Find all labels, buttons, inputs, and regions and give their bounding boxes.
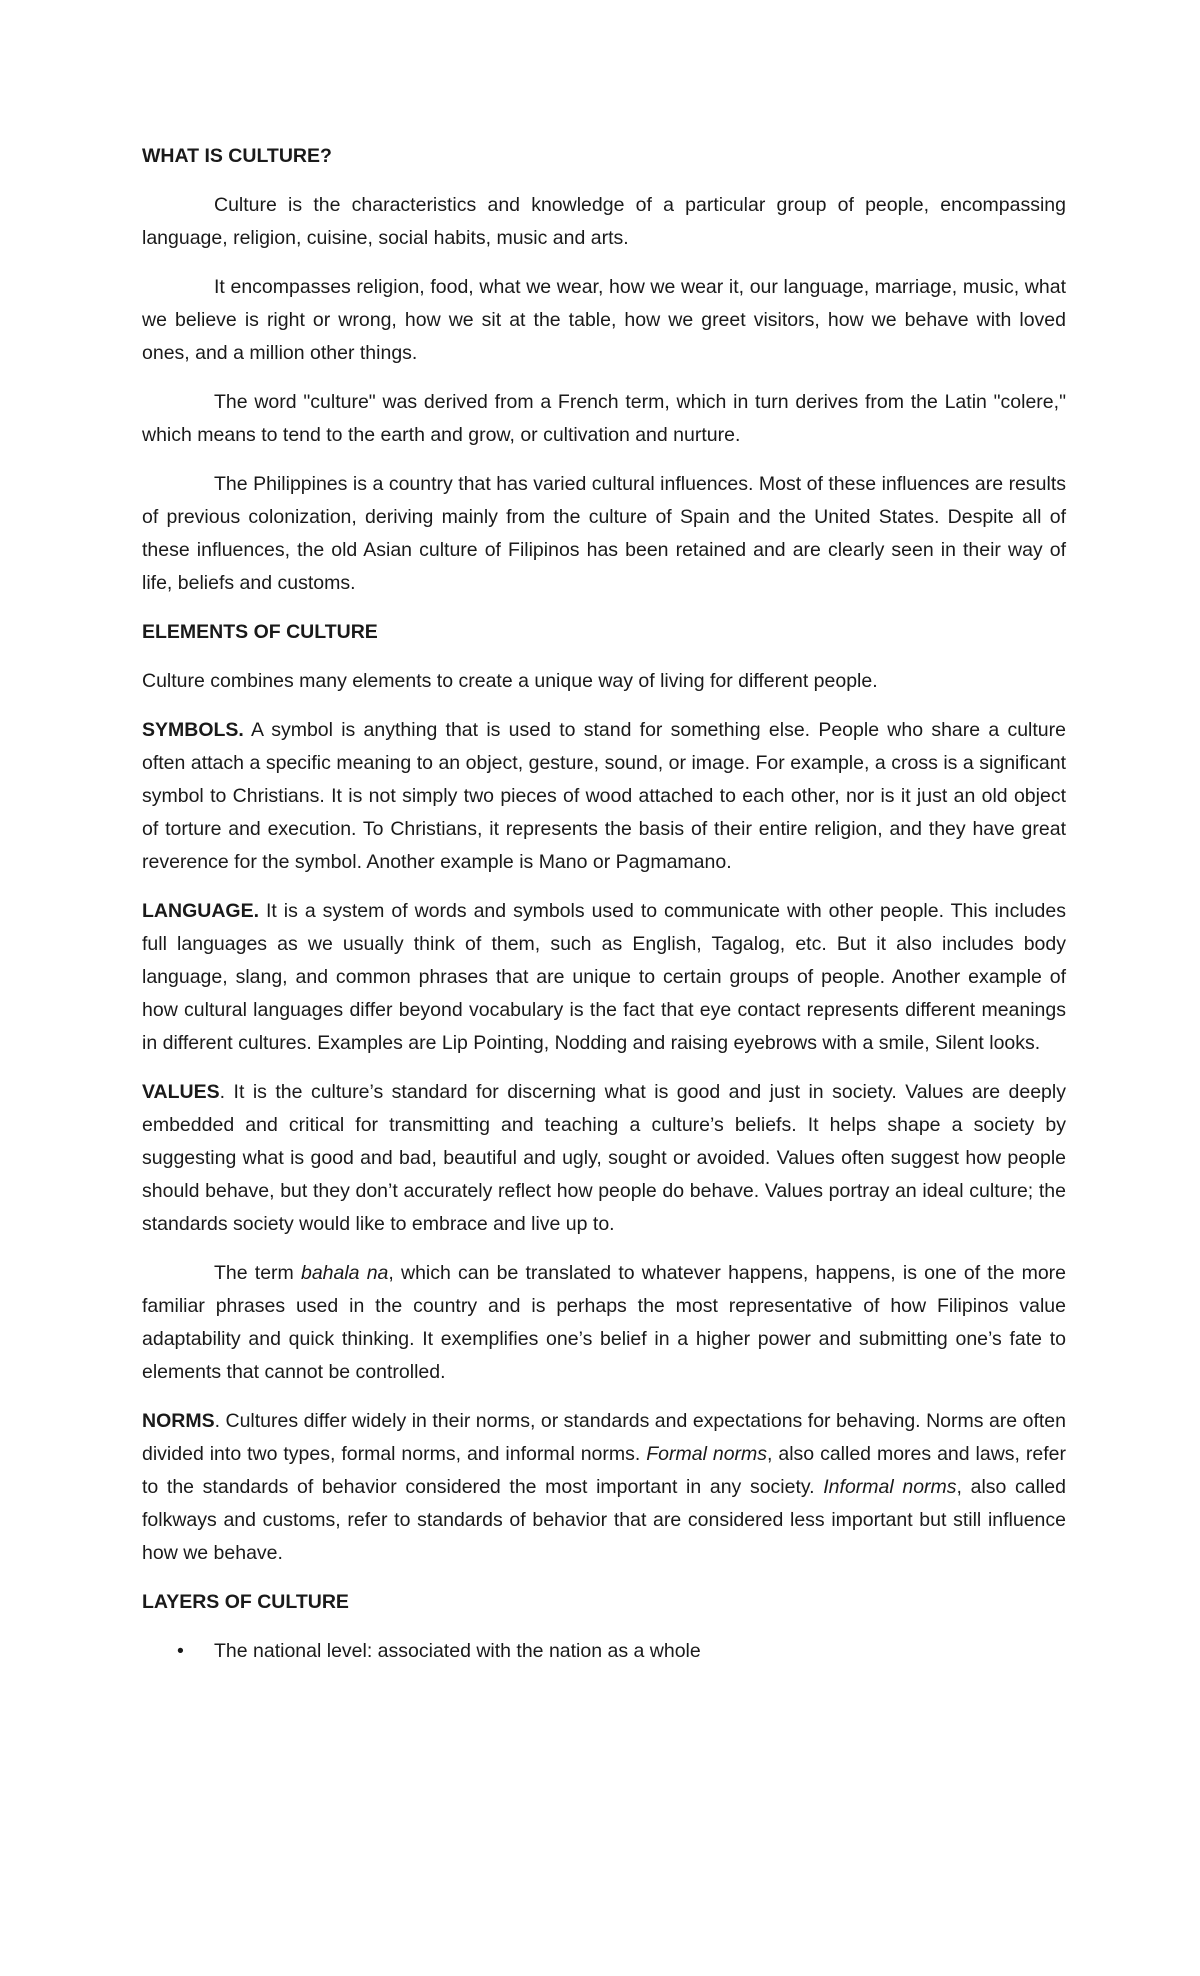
- document-page: [142, 140, 1066, 1668]
- bahala-before: The term: [214, 1262, 301, 1284]
- bahala-italic: bahala na: [300, 1262, 389, 1284]
- paragraph-bahala-na: [142, 1257, 1066, 1389]
- norms-formal: Formal norms: [646, 1443, 768, 1465]
- norms-text-3: , also called folkways and customs, refer to standards of behavior that are considered less important but still influence how we behave.: [142, 1476, 1066, 1564]
- paragraph-word-origin: The word "culture" was derived from a French term, which in turn derives from the Latin "colere," which means to tend to the earth and grow, or cultivation and nurture.: [142, 391, 1066, 446]
- language-text: It is a system of words and symbols used to communicate with other people. This includes full languages as we usually think of them, such as English, Tagalog, etc. But it also includes body language, slang, and common phrases that are unique to certain groups of people. Another example of how cultural languages differ beyond vocabulary is the fact that eye contact represents different meanings in different cultures. Examples are Lip Pointing, Nodding and raising eyebrows with a smile, Silent looks.: [142, 900, 1066, 1054]
- list-item: [142, 1635, 1066, 1668]
- norms-informal: Informal norms: [823, 1476, 957, 1498]
- bullet-icon: •: [177, 1640, 184, 1662]
- term-language: LANGUAGE.: [142, 900, 259, 922]
- norms-text-2: , also called mores and laws, refer to the standards of behavior considered the most important in any society.: [142, 1443, 1066, 1498]
- paragraph-culture-definition: Culture is the characteristics and knowledge of a particular group of people, encompassing language, religion, cuisine, social habits, music and arts.: [142, 194, 1066, 249]
- heading-elements-of-culture: ELEMENTS OF CULTURE: [142, 621, 378, 643]
- paragraph-culture-encompasses: It encompasses religion, food, what we wear, how we wear it, our language, marriage, music, what we believe is right or wrong, how we sit at the table, how we greet visitors, how we behave with loved ones, and a million other things.: [142, 276, 1066, 364]
- heading-layers-of-culture: LAYERS OF CULTURE: [142, 1591, 349, 1613]
- list-item-text: The national level: associated with the nation as a whole: [214, 1640, 701, 1662]
- heading-what-is-culture: WHAT IS CULTURE?: [142, 145, 332, 167]
- values-text: . It is the culture’s standard for discerning what is good and just in society. Values are deeply embedded and critical for transmitting and teaching a culture’s beliefs. It helps shape a society by suggesting what is good and bad, beautiful and ugly, sought or avoided. Values often suggest how people should behave, but they don’t accurately reflect how people do behave. Values portray an ideal culture; the standards society would like to embrace and live up to.: [142, 1081, 1066, 1235]
- paragraph-elements-intro: Culture combines many elements to create a unique way of living for different people.: [142, 670, 878, 692]
- symbols-text: A symbol is anything that is used to stand for something else. People who share a culture often attach a specific meaning to an object, gesture, sound, or image. For example, a cross is a significant symbol to Christians. It is not simply two pieces of wood attached to each other, nor is it just an old object of torture and execution. To Christians, it represents the basis of their entire religion, and they have great reverence for the symbol. Another example is Mano or Pagmamano.: [142, 719, 1066, 873]
- norms-text-1: . Cultures differ widely in their norms, or standards and expectations for behaving. Norms are often divided into two types, formal norms, and informal norms.: [142, 1410, 1066, 1465]
- paragraph-values: [142, 1076, 1066, 1241]
- term-norms: NORMS: [142, 1410, 215, 1432]
- bahala-after: , which can be translated to whatever happens, happens, is one of the more familiar phrases used in the country and is perhaps the most representative of how Filipinos value adaptability and quick thinking. It exemplifies one’s belief in a higher power and submitting one’s fate to elements that cannot be controlled.: [142, 1262, 1067, 1383]
- term-symbols: SYMBOLS.: [142, 719, 244, 741]
- paragraph-symbols: [142, 714, 1066, 879]
- paragraph-philippines-influences: The Philippines is a country that has varied cultural influences. Most of these influences are results of previous colonization, deriving mainly from the culture of Spain and the United States. Despite all of these influences, the old Asian culture of Filipinos has been retained and are clearly seen in their way of life, beliefs and customs.: [142, 473, 1066, 594]
- paragraph-norms: [142, 1405, 1066, 1570]
- term-values: VALUES: [142, 1081, 220, 1103]
- layers-list: [142, 1635, 1066, 1668]
- paragraph-language: [142, 895, 1066, 1060]
